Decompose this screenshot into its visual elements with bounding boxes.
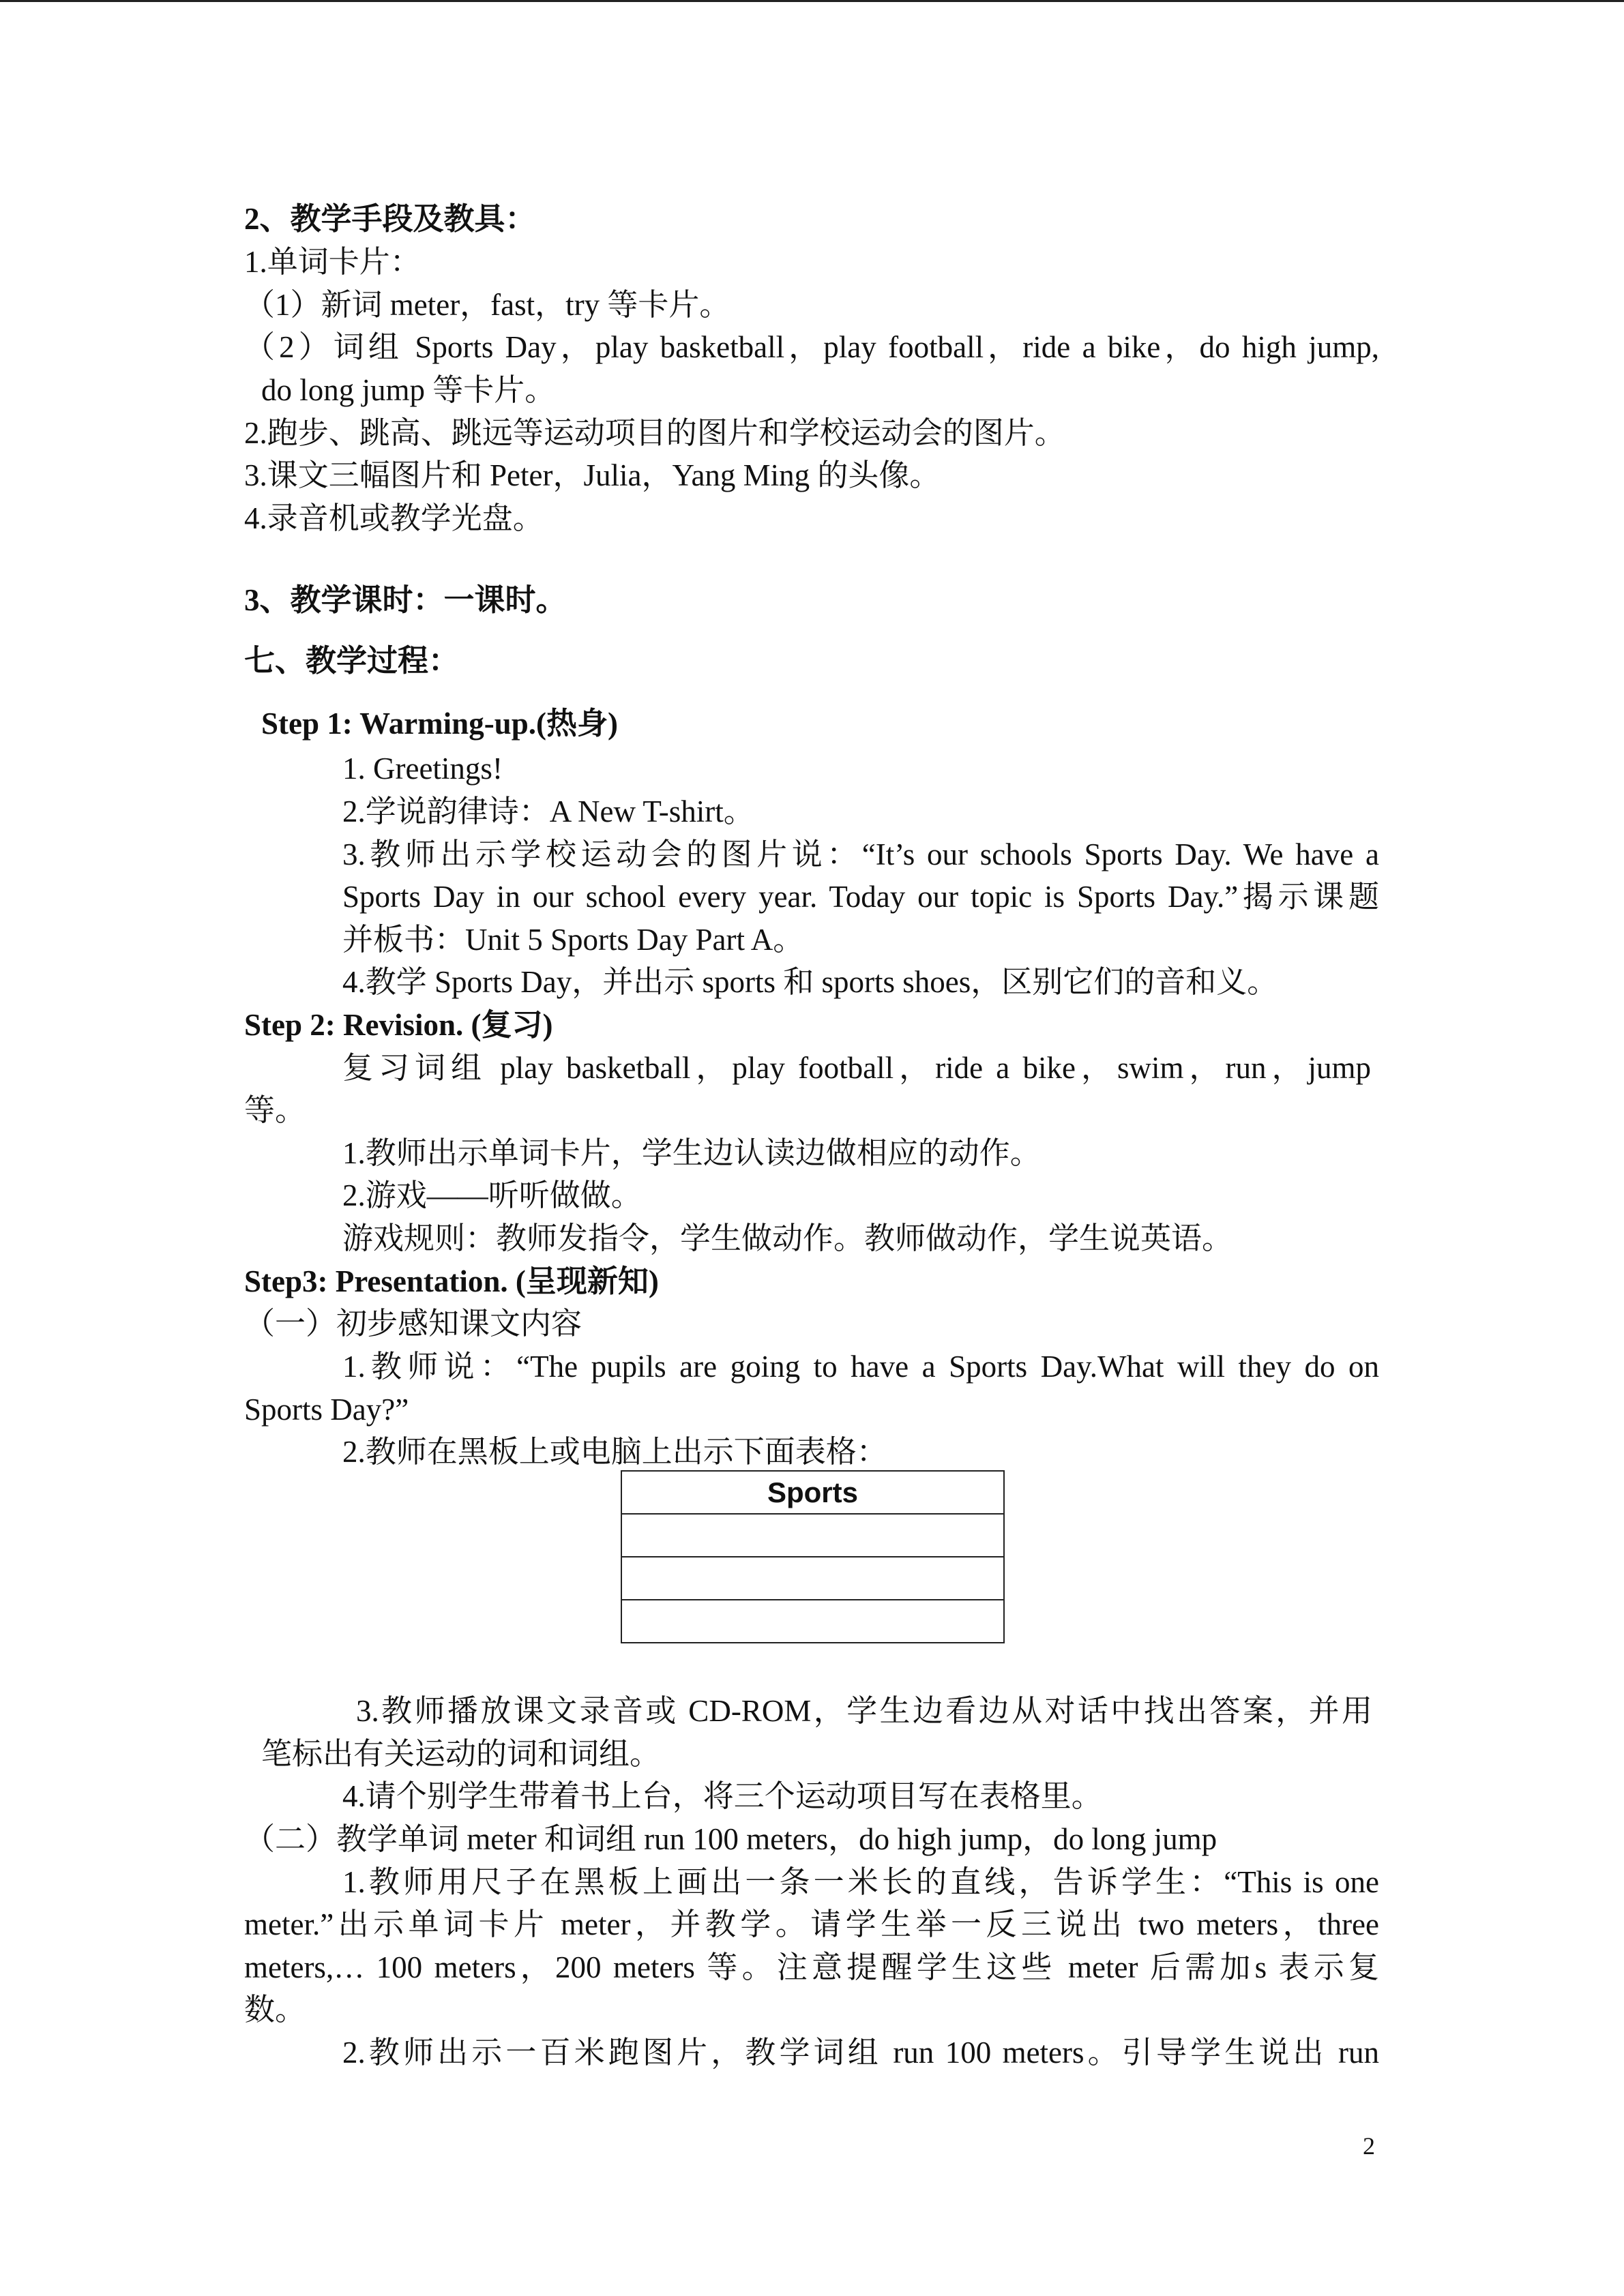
text-line: 并板书：Unit 5 Sports Day Part A。 xyxy=(342,923,804,957)
text-line: 数。 xyxy=(244,1993,306,2027)
sports-table-cell xyxy=(621,1514,1004,1557)
section-heading-periods: 3、教学课时：一课时。 xyxy=(244,583,567,617)
page-top-border xyxy=(0,0,1624,2)
sports-table-cell xyxy=(621,1557,1004,1600)
sports-table-cell xyxy=(621,1600,1004,1643)
text-line: 1.单词卡片： xyxy=(244,245,421,279)
text-line: 4.录音机或教学光盘。 xyxy=(244,501,544,535)
text-line: 3.课文三幅图片和 Peter，Julia，Yang Ming 的头像。 xyxy=(244,458,941,492)
step-heading: Step3: Presentation. (呈现新知) xyxy=(244,1264,659,1298)
text-line: 笔标出有关运动的词和词组。 xyxy=(261,1737,661,1771)
text-line: （1）新词 meter，fast，try 等卡片。 xyxy=(244,288,730,322)
step-heading: Step 2: Revision. (复习) xyxy=(244,1008,553,1042)
text-line: 复习词组 play basketball，play football，ride a bike，swim，run，jump xyxy=(342,1051,1371,1085)
text-line: 1.教师说：“The pupils are going to have a Sports Day.What will they do on xyxy=(342,1350,1379,1384)
text-line: （一）初步感知课文内容 xyxy=(244,1307,582,1341)
page-number: 2 xyxy=(1363,2132,1375,2160)
text-line: 1.教师用尺子在黑板上画出一条一米长的直线，告诉学生：“This is one xyxy=(342,1865,1379,1899)
text-line: 1.教师出示单词卡片，学生边认读边做相应的动作。 xyxy=(342,1136,1041,1170)
text-line: Sports Day?” xyxy=(244,1392,409,1427)
text-line: 4.请个别学生带着书上台，将三个运动项目写在表格里。 xyxy=(342,1779,1102,1813)
text-line: 1. Greetings! xyxy=(342,751,503,786)
text-line: meters,… 100 meters，200 meters 等。注意提醒学生这些 meter 后需加s 表示复 xyxy=(244,1950,1379,1984)
text-line: 等。 xyxy=(244,1093,306,1127)
text-line: 2.教师出示一百米跑图片，教学词组 run 100 meters。引导学生说出 run xyxy=(342,2036,1379,2070)
text-line: 2.教师在黑板上或电脑上出示下面表格： xyxy=(342,1435,887,1469)
text-line: Sports Day in our school every year. Today our topic is Sports Day.”揭示课题 xyxy=(342,880,1379,914)
text-line: 2.学说韵律诗：A New T-shirt。 xyxy=(342,794,754,829)
sports-table-header: Sports xyxy=(621,1471,1004,1514)
section-heading-tools: 2、教学手段及教具： xyxy=(244,202,536,236)
text-line: 3.教师出示学校运动会的图片说：“It’s our schools Sports Day. We have a xyxy=(342,837,1379,871)
section-heading-process: 七、教学过程： xyxy=(244,644,460,678)
text-line: 4.教学 Sports Day，并出示 sports 和 sports shoes，区别它们的音和义。 xyxy=(342,965,1278,999)
text-line: 游戏规则：教师发指令，学生做动作。教师做动作，学生说英语。 xyxy=(342,1221,1233,1255)
text-line: do long jump 等卡片。 xyxy=(261,373,556,407)
text-line: （二）教学单词 meter 和词组 run 100 meters，do high jump，do long jump xyxy=(244,1822,1217,1856)
text-line: 3.教师播放课文录音或 CD-ROM，学生边看边从对话中找出答案，并用 xyxy=(356,1694,1372,1728)
text-line: meter.”出示单词卡片 meter，并教学。请学生举一反三说出 two meters，three xyxy=(244,1907,1379,1941)
text-line: 2.游戏——听听做做。 xyxy=(342,1178,642,1212)
sports-table xyxy=(621,1470,1005,1643)
text-line: （2）词组 Sports Day，play basketball，play football，ride a bike，do high jump, xyxy=(244,330,1379,364)
step-heading: Step 1: Warming-up.(热身) xyxy=(261,706,618,741)
text-line: 2.跑步、跳高、跳远等运动项目的图片和学校运动会的图片。 xyxy=(244,416,1065,450)
